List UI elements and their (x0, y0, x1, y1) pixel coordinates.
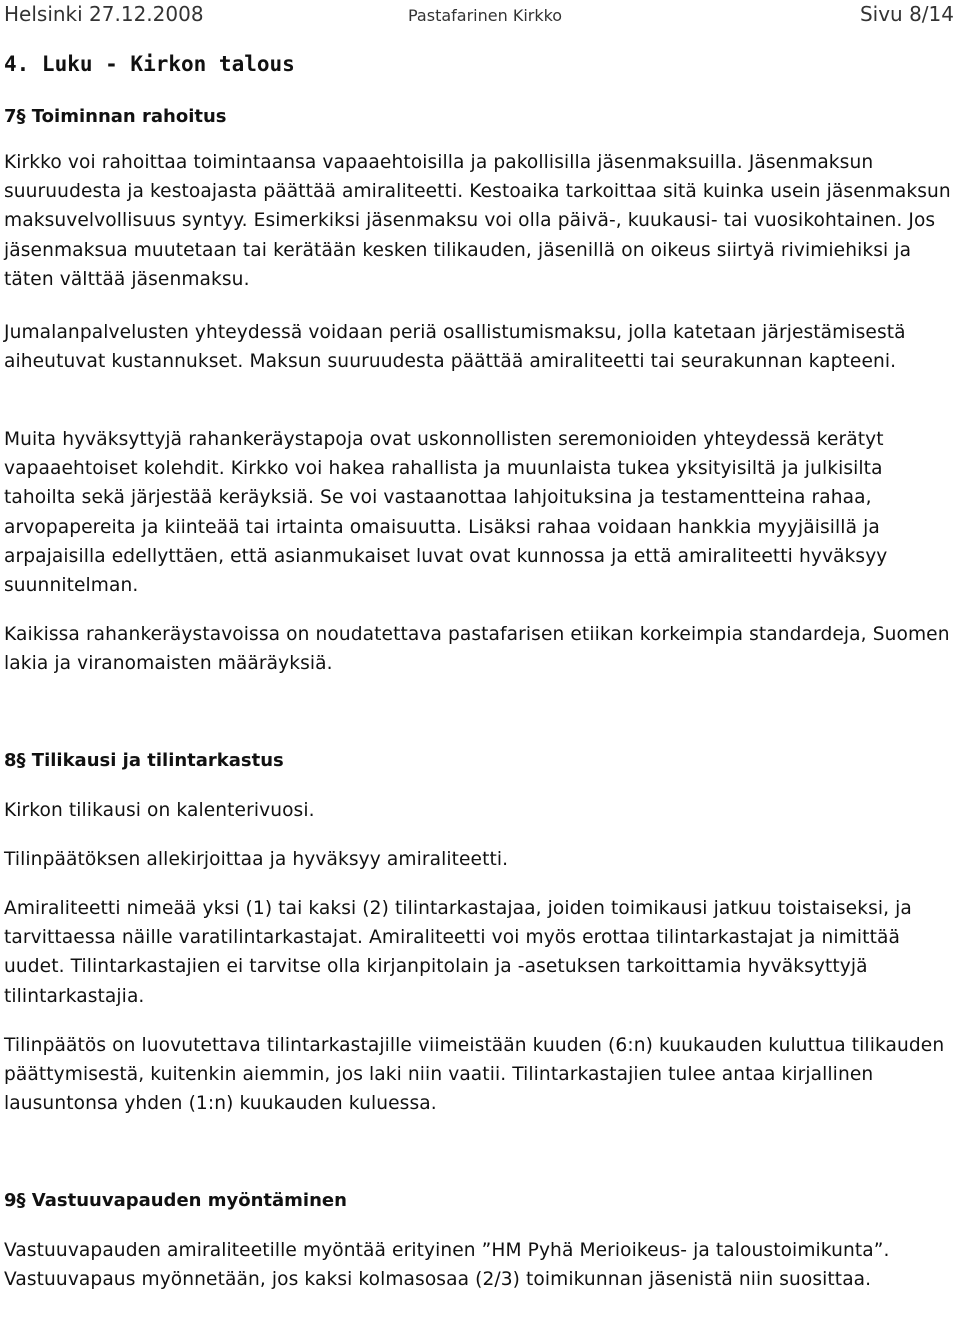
section-title-9: 9§ Vastuuvapauden myöntäminen (4, 1190, 347, 1211)
header-organization: Pastafarinen Kirkko (408, 6, 563, 25)
paragraph: Kirkko voi rahoittaa toimintaansa vapaaehtoisilla ja pakollisilla jäsenmaksuilla. Jäsenmaksun suuruudesta ja kestoajasta päättää amiraliteetti. Kestoaika tarkoittaa sitä kuinka usein jäsenmaksun maksuvelvollisuus syntyy. Esimerkiksi jäsenmaksu voi olla päivä-, kuukausi- tai vuosikohtainen. Jos jäsenmaksua muutetaan tai kerätään kesken tilikauden, jäsenillä on oikeus siirtyä rivimiehiksi ja täten välttää jäsenmaksu. (4, 152, 951, 290)
paragraph: Tilinpäätös on luovutettava tilintarkastajille viimeistään kuuden (6:n) kuukauden kuluttua tilikauden päättymisestä, kuitenkin aiemmin, jos laki niin vaatii. Tilintarkastajien tulee antaa kirjallinen lausuntonsa yhden (1:n) kuukauden kuluessa. (4, 1035, 945, 1115)
section-title-7: 7§ Toiminnan rahoitus (4, 106, 227, 127)
paragraph: Kaikissa rahankeräystavoissa on noudatettava pastafarisen etiikan korkeimpia standardeja, Suomen lakia ja viranomaisten määräyksiä. (4, 624, 950, 675)
page-header (4, 2, 954, 30)
header-date: Helsinki 27.12.2008 (4, 2, 204, 26)
paragraph: Amiraliteetti nimeää yksi (1) tai kaksi (2) tilintarkastajaa, joiden toimikausi jatkuu toistaiseksi, ja tarvittaessa näille varatilintarkastajat. Amiraliteetti voi myös erottaa tilintarkastajat ja nimittää uudet. Tilintarkastajien ei tarvitse olla kirjanpitolain ja -asetuksen tarkoittamia hyväksyttyjä tilintarkastajia. (4, 898, 912, 1007)
paragraph: Muita hyväksyttyjä rahankeräystapoja ovat uskonnollisten seremonioiden yhteydessä kerätyt vapaaehtoiset kolehdit. Kirkko voi hakea rahallista ja muunlaista tukea yksityisiltä ja julkisilta tahoilta sekä järjestää keräyksiä. Se voi vastaanottaa lahjoituksina ja testamentteina rahaa, arvopapereita ja kiinteää tai irtainta omaisuutta. Lisäksi rahaa voidaan hankkia myyjäisillä ja arpajaisilla edellyttäen, että asianmukaiset luvat ovat kunnossa ja että amiraliteetti hyväksyy suunnitelman. (4, 429, 888, 597)
header-page-number: Sivu 8/14 (859, 2, 954, 26)
paragraph: Vastuuvapauden amiraliteetille myöntää erityinen ”HM Pyhä Merioikeus- ja taloustoimikunta”. Vastuuvapaus myönnetään, jos kaksi kolmasosaa (2/3) toimikunnan jäsenistä niin suosittaa. (4, 1240, 890, 1291)
paragraph: Jumalanpalvelusten yhteydessä voidaan periä osallistumismaksu, jolla katetaan järjestämisestä aiheutuvat kustannukset. Maksun suuruudesta päättää amiraliteetti tai seurakunnan kapteeni. (4, 322, 906, 373)
paragraph: Kirkon tilikausi on kalenterivuosi. (4, 800, 315, 821)
chapter-title: 4. Luku - Kirkon talous (4, 52, 295, 76)
section-title-8: 8§ Tilikausi ja tilintarkastus (4, 750, 284, 771)
paragraph: Tilinpäätöksen allekirjoittaa ja hyväksyy amiraliteetti. (4, 849, 509, 870)
